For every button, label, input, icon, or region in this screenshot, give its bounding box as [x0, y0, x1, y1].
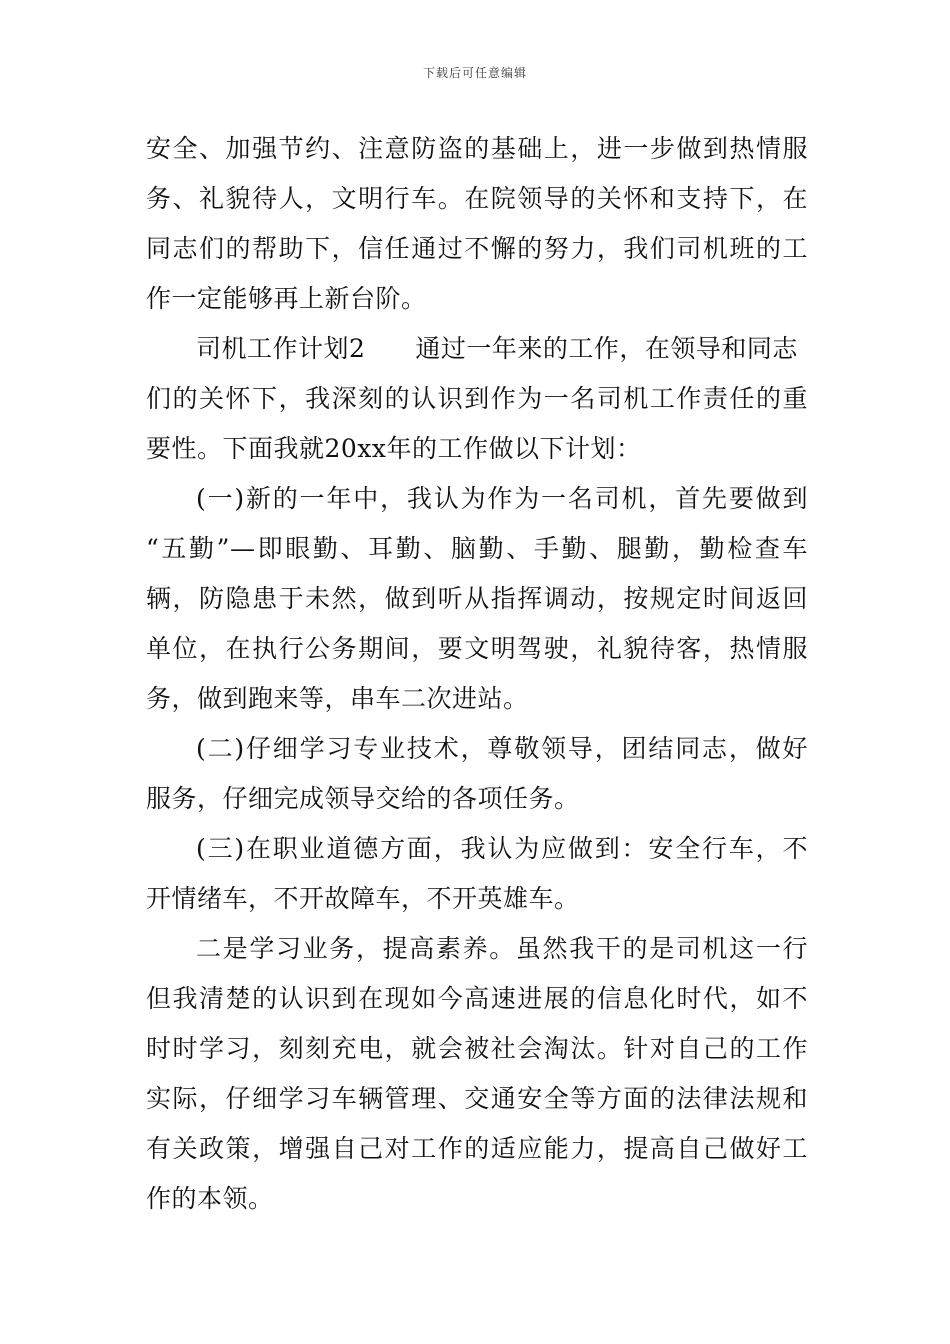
document-body [146, 124, 808, 1224]
text-line: 服务，仔细完成领导交给的各项任务。 [146, 784, 580, 813]
text-line: 开情绪车，不开故障车，不开英雄车。 [146, 884, 580, 913]
text-line: 务、礼貌待人，文明行车。在院领导的关怀和支持下，在 [146, 184, 808, 213]
plan-title: 司机工作计划2 [196, 334, 366, 363]
text-line: 们的关怀下，我深刻的认识到作为一名司机工作责任的重 [146, 384, 808, 413]
text-line: 同志们的帮助下，信任通过不懈的努力，我们司机班的工 [146, 234, 808, 263]
page-header: 下载后可任意编辑 [422, 66, 527, 80]
text-line: 辆，防隐患于未然，做到听从指挥调动，按规定时间返回 [146, 584, 808, 613]
text-line: (二)仔细学习专业技术，尊敬领导，团结同志，做好 [196, 734, 808, 763]
text-line: 有关政策，增强自己对工作的适应能力，提高自己做好工 [146, 1134, 808, 1163]
text-line: 安全、加强节约、注意防盗的基础上，进一步做到热情服 [146, 134, 808, 163]
text-line: “五勤”—即眼勤、耳勤、脑勤、手勤、腿勤，勤检查车 [146, 534, 808, 563]
text-line: 单位，在执行公务期间，要文明驾驶，礼貌待客，热情服 [146, 634, 808, 663]
text-segment: 通过一年来的工作，在领导和同志 [415, 334, 798, 363]
text-line: (一)新的一年中，我认为作为一名司机，首先要做到 [196, 484, 808, 513]
plan-heading-line [146, 324, 808, 374]
text-line: 实际，仔细学习车辆管理、交通安全等方面的法律法规和 [146, 1084, 808, 1113]
text-line: (三)在职业道德方面，我认为应做到：安全行车，不 [196, 834, 808, 863]
text-line: 二是学习业务，提高素养。虽然我干的是司机这一行 [196, 934, 808, 963]
text-line: 务，做到跑来等，串车二次进站。 [146, 684, 529, 713]
text-line: 作的本领。 [146, 1184, 274, 1213]
text-line: 时时学习，刻刻充电，就会被社会淘汰。针对自己的工作 [146, 1034, 808, 1063]
text-line: 但我清楚的认识到在现如今高速进展的信息化时代，如不 [146, 984, 808, 1013]
text-line: 作一定能够再上新台阶。 [146, 284, 427, 313]
text-line: 要性。下面我就20xx年的工作做以下计划： [146, 434, 642, 463]
